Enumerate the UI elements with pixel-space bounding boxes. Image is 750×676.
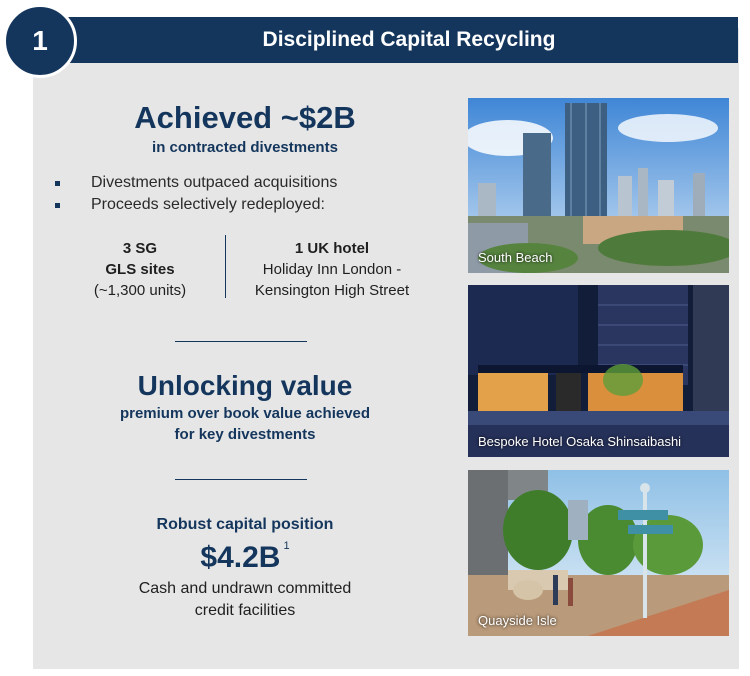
photo-quayside-isle (468, 470, 729, 636)
section-number-badge: 1 (3, 4, 77, 78)
footnote-marker: 1 (283, 540, 290, 552)
capital-value: $4.2B $^1$ (200, 540, 290, 574)
sg-gls-sites: 3 SG GLS sites (~1,300 units) (93, 240, 187, 299)
section-divider (175, 479, 307, 480)
bullet-item: Divestments outpaced acquisitions (55, 172, 415, 194)
capital-line2: credit facilities (194, 602, 296, 619)
photo-south-beach (468, 98, 729, 273)
photo-caption: Quayside Isle (478, 613, 557, 628)
capital-line1: Cash and undrawn committed (138, 580, 352, 597)
photo-caption: Bespoke Hotel Osaka Shinsaibashi (478, 434, 682, 449)
unlocking-line1: premium over book value achieved (119, 405, 371, 422)
uk-hotel: 1 UK hotel Holiday Inn London - Kensington High Street (254, 240, 410, 299)
unlocking-headline: Unlocking value (137, 370, 353, 401)
bullet-icon (55, 203, 60, 208)
header-title: Disciplined Capital Recycling (262, 28, 556, 51)
divestments-subheadline: in contracted divestments (152, 139, 338, 156)
bullet-icon (55, 181, 60, 186)
bullet-item: Proceeds selectively redeployed: (55, 194, 415, 216)
photo-bespoke-hotel-osaka (468, 285, 729, 457)
divestments-headline: Achieved ~$2B (134, 100, 356, 135)
capital-heading: Robust capital position (156, 516, 334, 533)
column-divider (225, 235, 226, 298)
divestments-bullet-list (55, 172, 415, 216)
section-divider (175, 341, 307, 342)
unlocking-line2: for key divestments (174, 426, 316, 443)
photo-caption: South Beach (478, 250, 553, 265)
